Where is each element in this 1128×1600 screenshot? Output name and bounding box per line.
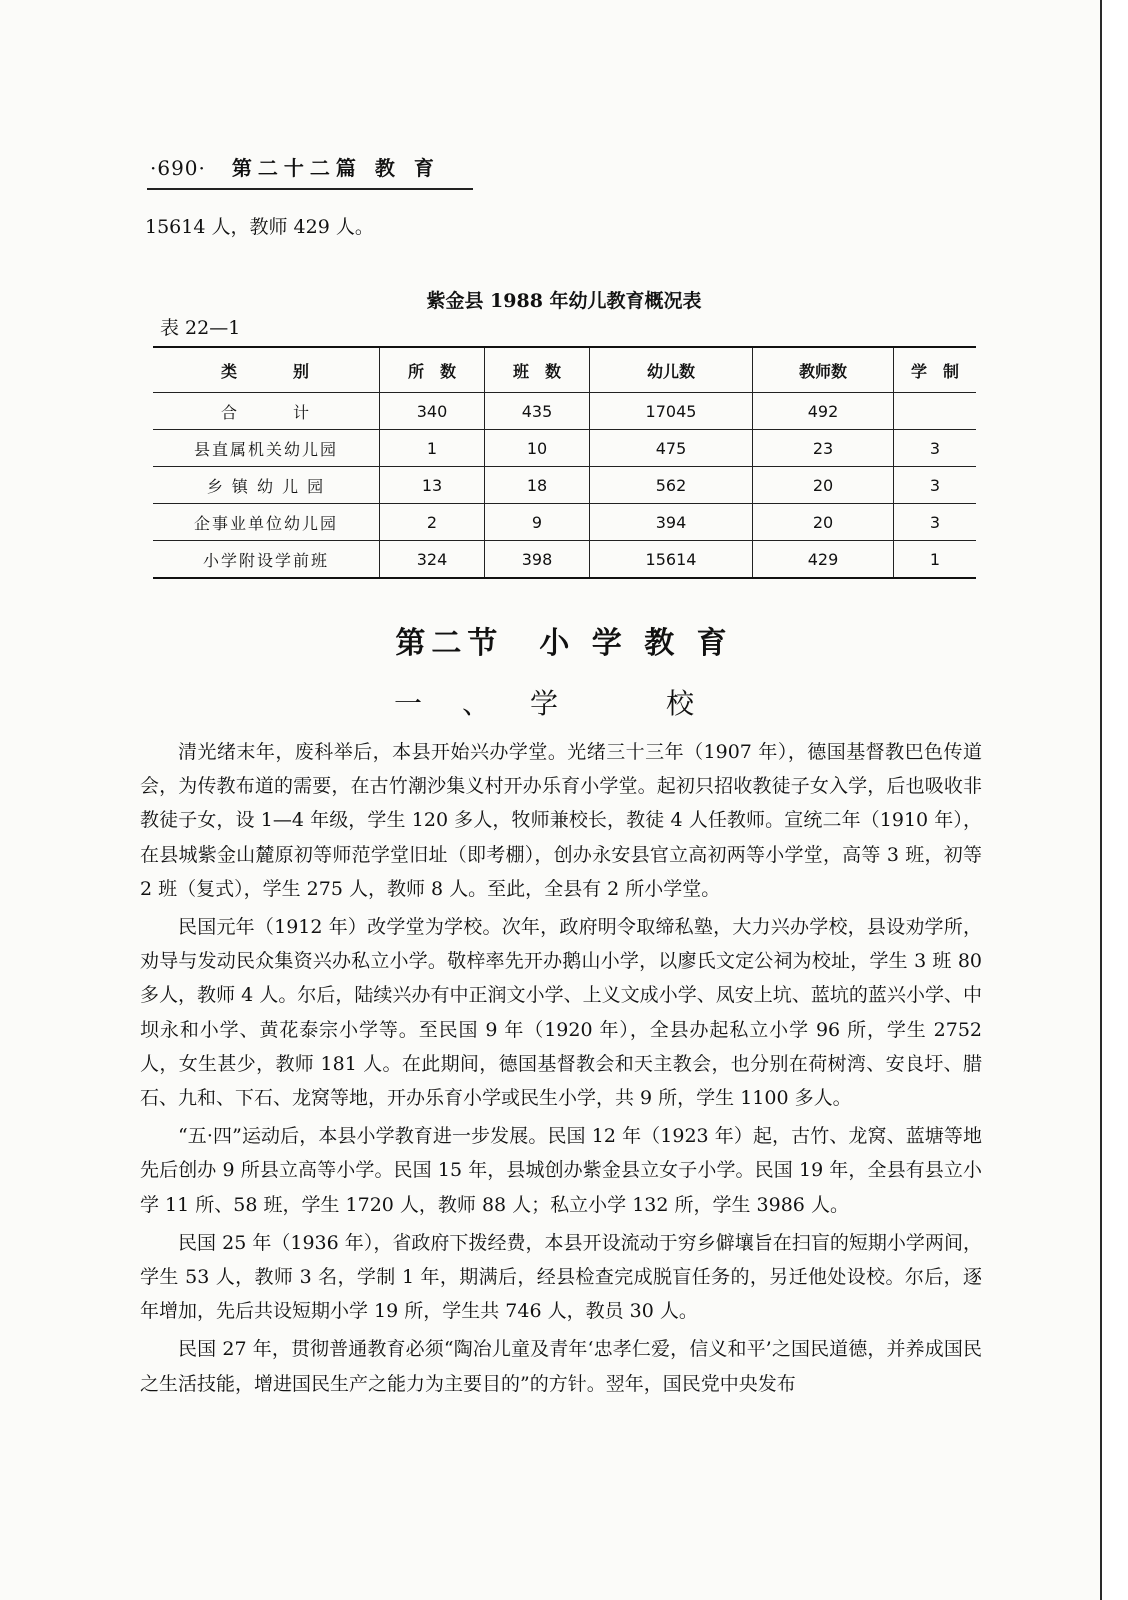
table-cell: 1 [894, 541, 977, 579]
table-row [153, 467, 976, 504]
table-cell: 15614 [590, 541, 753, 579]
table-cell: 10 [485, 430, 590, 467]
table-cell: 县直属机关幼儿园 [153, 430, 380, 467]
table-cell: 17045 [590, 393, 753, 430]
table-cell: 2 [380, 504, 485, 541]
table-cell: 492 [753, 393, 894, 430]
table-cell: 562 [590, 467, 753, 504]
table-row [153, 504, 976, 541]
table-cell: 340 [380, 393, 485, 430]
column-header: 幼儿数 [590, 347, 753, 393]
chapter-title: 第二十二篇 教 育 [231, 156, 440, 180]
table-cell: 398 [485, 541, 590, 579]
table-header-row [153, 347, 976, 393]
column-header: 所 数 [380, 347, 485, 393]
column-header: 类 别 [153, 347, 380, 393]
table-cell: 18 [485, 467, 590, 504]
table-cell [894, 393, 977, 430]
table-label: 表 22—1 [160, 317, 241, 339]
table-cell: 435 [485, 393, 590, 430]
column-header: 教师数 [753, 347, 894, 393]
column-header: 班 数 [485, 347, 590, 393]
table-cell: 429 [753, 541, 894, 579]
table-cell: 13 [380, 467, 485, 504]
kindergarten-table [153, 346, 976, 579]
table-cell: 475 [590, 430, 753, 467]
table-cell: 3 [894, 467, 977, 504]
page-header [150, 152, 440, 181]
table-cell: 324 [380, 541, 485, 579]
table-cell: 乡 镇 幼 儿 园 [153, 467, 380, 504]
continuation-text: 15614 人，教师 429 人。 [145, 216, 374, 238]
table-cell: 9 [485, 504, 590, 541]
subsection-title: 一、学 校 [393, 687, 734, 720]
table-cell: 20 [753, 467, 894, 504]
paragraph: 民国元年（1912 年）改学堂为学校。次年，政府明令取缔私塾，大力兴办学校，县设劝学所，劝导与发动民众集资兴办私立小学。敬梓率先开办鹅山小学，以廖氏文定公祠为校址，学生 3 班 80 多人，教师 4 人。尔后，陆续兴办有中正润文小学、上义文成小学、凤安上坑、蓝坑的蓝兴小学、中坝永和小学、黄花泰宗小学等。至民国 9 年（1920 年），全县办起私立小学 96 所，学生 2752 人，女生甚少，教师 181 人。在此期间，德国基督教会和天主教会，也分别在荷树湾、安良圩、腊石、九和、下石、龙窝等地，开办乐育小学或民生小学，共 9 所，学生 1100 多人。 [140, 916, 982, 1110]
column-header: 学 制 [894, 347, 977, 393]
table-cell: 394 [590, 504, 753, 541]
table-cell: 小学附设学前班 [153, 541, 380, 579]
table-cell: 3 [894, 430, 977, 467]
table-title: 紫金县 1988 年幼儿教育概况表 [426, 290, 702, 312]
paragraph: 清光绪末年，废科举后，本县开始兴办学堂。光绪三十三年（1907 年），德国基督教巴色传道会，为传教布道的需要，在古竹潮沙集义村开办乐育小学堂。起初只招收教徒子女入学，后也吸收非教徒子女，设 1—4 年级，学生 120 多人，牧师兼校长，教徒 4 人任教师。宣统二年（1910 年），在县城紫金山麓原初等师范学堂旧址（即考棚），创办永安县官立高初两等小学堂，高等 3 班，初等 2 班（复式），学生 275 人，教师 8 人。至此，全县有 2 所小学堂。 [140, 741, 982, 900]
table-cell: 合 计 [153, 393, 380, 430]
table-cell: 23 [753, 430, 894, 467]
body-text [140, 735, 982, 1405]
paragraph: 民国 25 年（1936 年），省政府下拨经费，本县开设流动于穷乡僻壤旨在扫盲的短期小学两间，学生 53 人，教师 3 名，学制 1 年，期满后，经县检查完成脱盲任务的，另迁他处设校。尔后，逐年增加，先后共设短期小学 19 所，学生共 746 人，教员 30 人。 [140, 1231, 982, 1323]
section-title: 第二节 小 学 教 育 [395, 626, 733, 661]
scan-margin [1102, 0, 1128, 1600]
paragraph: 民国 27 年，贯彻普通教育必须“陶冶儿童及青年‘忠孝仁爱，信义和平’之国民道德，并养成国民之生活技能，增进国民生产之能力为主要目的”的方针。翌年，国民党中央发布 [140, 1338, 982, 1395]
table-row [153, 393, 976, 430]
page-number: ·690· [150, 156, 206, 180]
table-row [153, 430, 976, 467]
table-row [153, 541, 976, 579]
table-cell: 1 [380, 430, 485, 467]
table-cell: 20 [753, 504, 894, 541]
paragraph: “五·四”运动后，本县小学教育进一步发展。民国 12 年（1923 年）起，古竹、龙窝、蓝塘等地先后创办 9 所县立高等小学。民国 15 年，县城创办紫金县立女子小学。民国 19 年，全县有县立小学 11 所、58 班，学生 1720 人，教师 88 人；私立小学 132 所，学生 3986 人。 [140, 1125, 982, 1216]
table-cell: 企事业单位幼儿园 [153, 504, 380, 541]
table-cell: 3 [894, 504, 977, 541]
header-rule [147, 188, 473, 190]
